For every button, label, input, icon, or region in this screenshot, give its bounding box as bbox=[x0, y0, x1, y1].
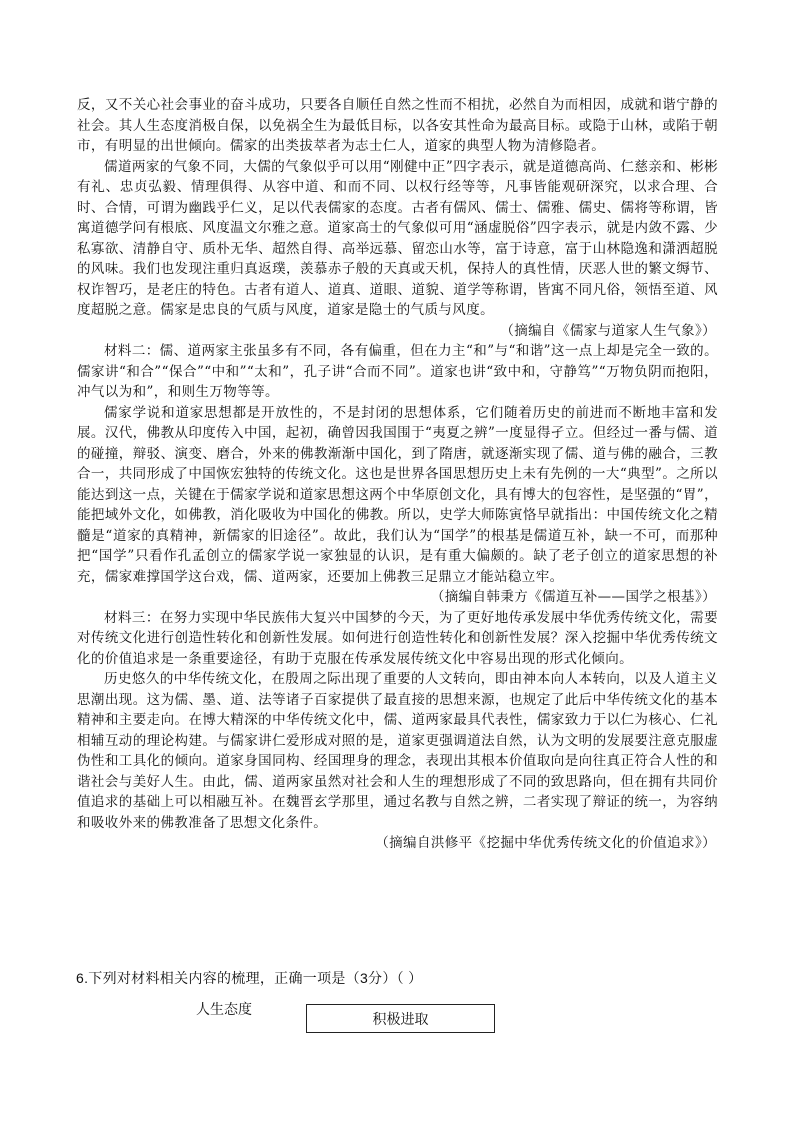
material-two-para-2: 儒家学说和道家思想都是开放性的，不是封闭的思想体系，它们随着历史的前进而不断地丰富和发展。汉代，佛教从印度传入中国，起初，确曾因我国围于“夷夏之辨”一度显得孑立。但经过一番与儒、道的碰撞，辩驳、演变、磨合，外来的佛教渐渐中国化，到了隋唐，就逐渐实现了儒、道与佛的融合，三教合一，共同形成了中国恢宏独特的传统文化。这也是世界各国思想历史上未有先例的一大“典型”。之所以能达到这一点，关键在于儒家学说和道家思想这两个中华原创文化，具有博大的包容性，是坚强的“胃”，能把域外文化，如佛教，消化吸收为中国化的佛教。所以，史学大师陈寅恪早就指出：中国传统文化之精髓是“道家的真精神，新儒家的旧途径”。故此，我们认为“国学”的根基是儒道互补，缺一不可，而那种把“国学”只看作孔孟创立的儒家学说一家独显的认识，是有重大偏颇的。缺了老子创立的道家思想的补充，儒家难撑国学这台戏，儒、道两家，还要加上佛教三足鼎立才能站稳立牢。 bbox=[77, 404, 718, 585]
diagram-box bbox=[306, 1004, 495, 1033]
paragraph-continuation: 反，又不关心社会事业的奋斗成功，只要各自顺任自然之性而不相扰，必然自为而相因，成就和谐宁静的社会。其人生态度消极自保，以免祸全生为最低目标，以各安其性命为最高目标。或隐于山林，或陷于朝市，有明显的出世倾向。儒家的出类拔萃者为志士仁人，道家的典型人物为清修隐者。 bbox=[77, 97, 718, 154]
source-citation-1: （摘编自《儒家与道家人生气象》） bbox=[500, 322, 716, 339]
material-three-para-1: 材料三：在努力实现中华民族伟大复兴中国梦的今天，为了更好地传承发展中华优秀传统文化，需要对传统文化进行创造性转化和创新性发展。如何进行创造性转化和创新性发展？深入挖掘中华优秀传统文化的价值追求是一条重要途径，有助于克服在传承发展传统文化中容易出现的形式化倾向。 bbox=[77, 609, 718, 667]
diagram-row-label: 人生态度 bbox=[196, 1001, 252, 1017]
question-6-stem: 6.下列对材料相关内容的梳理，正确一项是（3分）（ ） bbox=[76, 970, 423, 986]
paragraph-demeanor: 儒道两家的气象不同，大儒的气象似乎可以用“刚健中正”四字表示，就是道德高尚、仁慈亲和、彬彬有礼、忠贞弘毅、情理俱得、从容中道、和而不同、以权行经等等，凡事皆能观研深究，以求合理、合时、合情，可谓为幽践乎仁义，足以代表儒家的态度。古者有儒风、儒士、儒雅、儒史、儒将等称谓，皆寓道德学问有根底、风度温文尔雅之意。道家高士的气象似可用“涵虚脱俗”四字表示，就是内敛不露、少私寡欲、清静自守、质朴无华、超然自得、高举远慕、留恋山水等，富于诗意，富于山林隐逸和潇洒超脱的风味。我们也发现注重归真返璞，羡慕赤子般的天真或天机，保持人的真性情，厌恶人世的繁文缛节、权诈智巧，是老庄的特色。古者有道人、道真、道眼、道貌、道学等称谓，皆寓不同凡俗，领悟至道、风度超脱之意。儒家是忠良的气质与风度，道家是隐士的气质与风度。 bbox=[77, 158, 718, 318]
diagram-box-text: 积极进取 bbox=[372, 1010, 429, 1027]
material-two-para-1: 材料二：儒、道两家主张虽多有不同，各有偏重，但在力主“和”与“和谐”这一点上却是完全一致的。儒家讲“和合”“保合”“中和”“太和”，孔子讲“合而不同”。道家也讲“致中和，守静笃”“万物负阴而抱阳，冲气以为和”，和则生万物等等。 bbox=[77, 343, 718, 400]
material-three-para-2: 历史悠久的中华传统文化，在殷周之际出现了重要的人文转向，即由神本向人本转向，以及人道主义思潮出现。这为儒、墨、道、法等诸子百家提供了最直接的思想来源，也规定了此后中华传统文化的基本精神和主要走向。在博大精深的中华传统文化中，儒、道两家最具代表性，儒家致力于以仁为核心、仁礼相辅互动的理论构建。与儒家讲仁爱形成对照的是，道家更强调道法自然，认为文明的发展要注意克服虚伪性和工具化的倾向。道家身国同构、经国理身的理念，表现出其根本价值取向是向往真正符合人性的和谐社会与美好人生。由此，儒、道两家虽然对社会和人生的理想形成了不同的致思路向，但在拥有共同价值追求的基础上可以相融互补。在魏晋玄学那里，通过名教与自然之辨，二者实现了辩证的统一，为容纳和吸收外来的佛教准备了思想文化条件。 bbox=[77, 671, 718, 831]
source-citation-3: （摘编自洪修平《挖掘中华优秀传统文化的价值追求》） bbox=[375, 835, 716, 851]
passage-block-1 bbox=[77, 95, 718, 854]
source-citation-2: （摘编自韩秉方《儒道互补——国学之根基》） bbox=[430, 589, 716, 605]
